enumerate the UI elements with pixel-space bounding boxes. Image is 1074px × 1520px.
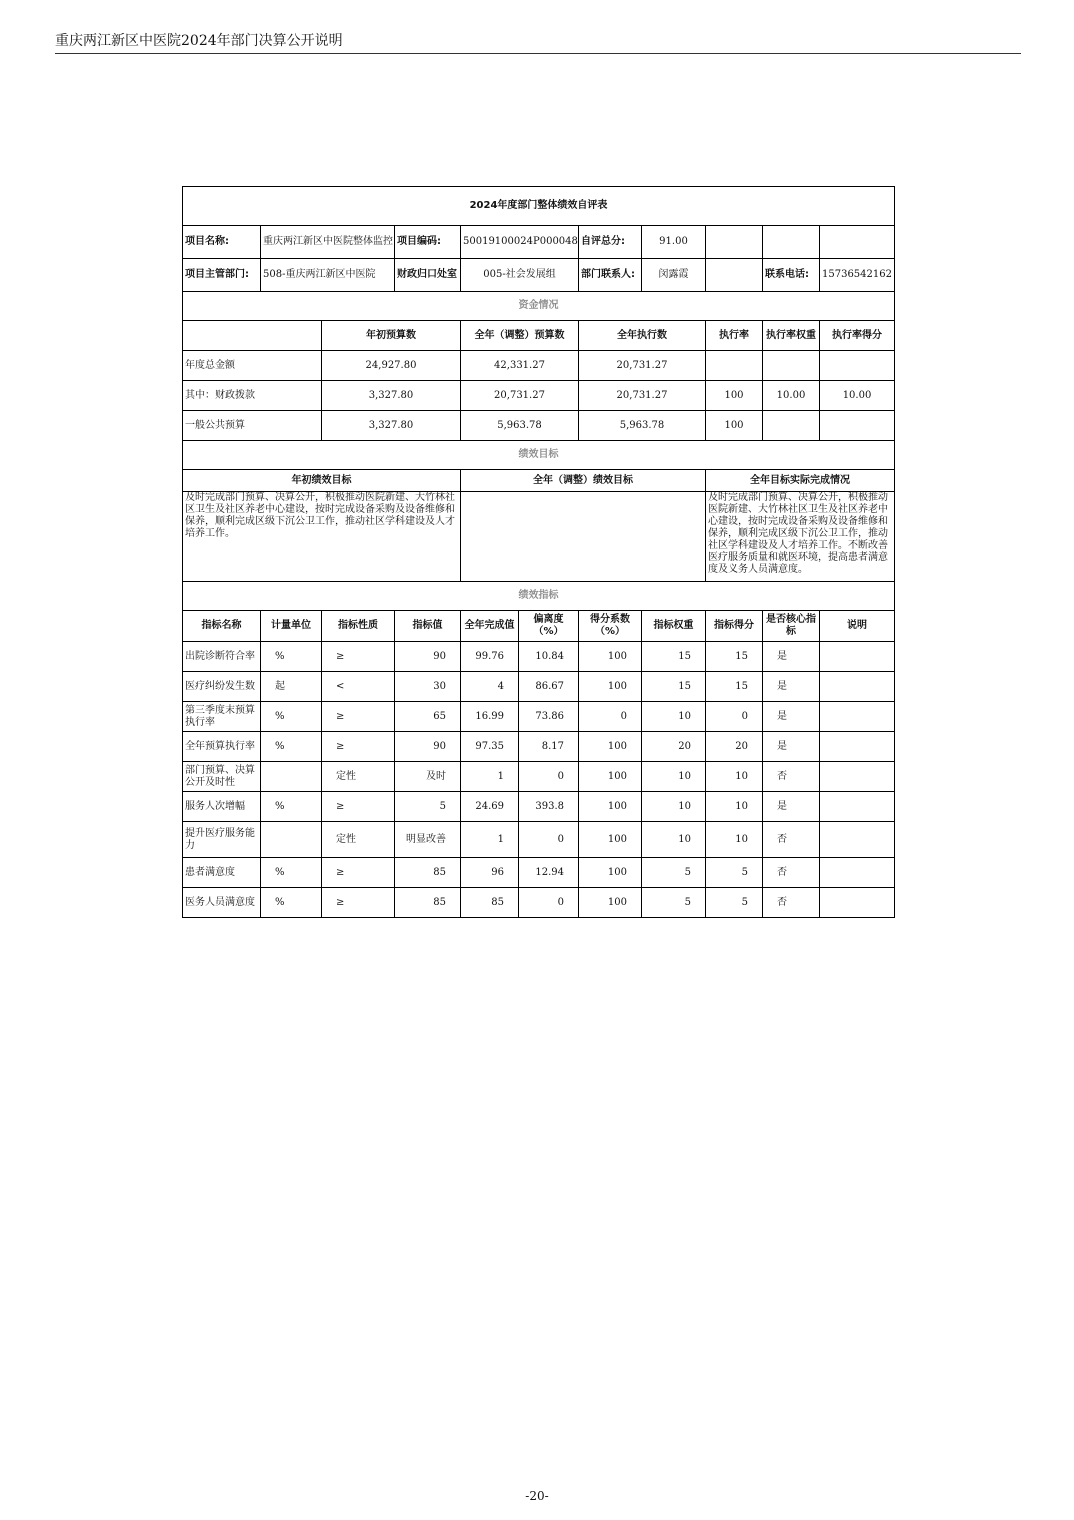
score-label: 自评总分: (579, 226, 642, 259)
indicator-weight: 15 (642, 672, 706, 702)
indicator-score: 5 (706, 888, 763, 918)
indicator-score: 5 (706, 858, 763, 888)
indicator-nature: ≥ (322, 888, 395, 918)
header-divider (55, 53, 1021, 54)
indicator-row (183, 858, 895, 888)
indicator-unit: % (261, 702, 322, 732)
dept: 508-重庆两江新区中医院 (261, 259, 395, 292)
funds-rate: 100 (706, 411, 763, 441)
indicator-row (183, 732, 895, 762)
indicator-header: 偏离度（%） (519, 611, 579, 642)
indicator-unit: % (261, 888, 322, 918)
project-code: 50019100024P000048 (461, 226, 579, 259)
indicator-core: 否 (763, 858, 820, 888)
indicator-nature: ≥ (322, 642, 395, 672)
indicator-row (183, 642, 895, 672)
funds-row-label: 其中：财政拨款 (183, 381, 322, 411)
indicator-coef: 0 (579, 702, 642, 732)
funds-executed: 20,731.27 (579, 381, 706, 411)
finance-office: 005-社会发展组 (461, 259, 579, 292)
indicator-target: 明显改善 (395, 822, 461, 858)
indicator-weight: 10 (642, 762, 706, 792)
indicator-deviation: 10.84 (519, 642, 579, 672)
indicator-coef: 100 (579, 642, 642, 672)
indicator-deviation: 0 (519, 822, 579, 858)
funds-section-title: 资金情况 (183, 292, 895, 321)
indicator-unit: 起 (261, 672, 322, 702)
contact-label: 部门联系人: (579, 259, 642, 292)
funds-score (820, 411, 895, 441)
funds-score (820, 351, 895, 381)
funds-weight (763, 411, 820, 441)
indicator-nature: ≥ (322, 732, 395, 762)
indicator-actual: 4 (461, 672, 519, 702)
funds-row (183, 411, 895, 441)
indicator-header: 得分系数（%） (579, 611, 642, 642)
indicator-core: 是 (763, 792, 820, 822)
indicator-weight: 5 (642, 858, 706, 888)
indicator-nature: ≥ (322, 792, 395, 822)
indicator-core: 是 (763, 702, 820, 732)
indicator-actual: 97.35 (461, 732, 519, 762)
funds-header-executed: 全年执行数 (579, 321, 706, 351)
goals-section-title: 绩效目标 (183, 441, 895, 470)
indicator-score: 15 (706, 642, 763, 672)
page-header: 重庆两江新区中医院2024年部门决算公开说明 (55, 33, 343, 49)
indicator-weight: 5 (642, 888, 706, 918)
funds-executed: 5,963.78 (579, 411, 706, 441)
indicator-weight: 10 (642, 702, 706, 732)
indicator-name: 全年预算执行率 (183, 732, 261, 762)
indicator-header: 指标得分 (706, 611, 763, 642)
funds-rate: 100 (706, 381, 763, 411)
indicator-header: 说明 (820, 611, 895, 642)
indicator-deviation: 73.86 (519, 702, 579, 732)
phone-number: 15736542162 (820, 259, 895, 292)
indicator-unit: % (261, 792, 322, 822)
indicator-row (183, 792, 895, 822)
indicator-weight: 20 (642, 732, 706, 762)
dept-label: 项目主管部门: (183, 259, 261, 292)
indicator-unit: % (261, 732, 322, 762)
indicator-score: 20 (706, 732, 763, 762)
indicator-header: 指标名称 (183, 611, 261, 642)
goals-header-actual: 全年目标实际完成情况 (706, 470, 895, 492)
indicator-unit: % (261, 642, 322, 672)
indicator-target: 85 (395, 888, 461, 918)
indicator-row (183, 702, 895, 732)
indicator-core: 是 (763, 642, 820, 672)
funds-adjusted: 42,331.27 (461, 351, 579, 381)
indicator-unit (261, 822, 322, 858)
empty-cell (763, 226, 820, 259)
empty-cell (706, 259, 763, 292)
funds-weight: 10.00 (763, 381, 820, 411)
indicator-header: 是否核心指标 (763, 611, 820, 642)
empty-cell (183, 321, 322, 351)
indicator-nature: 定性 (322, 822, 395, 858)
indicator-weight: 10 (642, 822, 706, 858)
indicator-actual: 99.76 (461, 642, 519, 672)
goals-header-initial: 年初绩效目标 (183, 470, 461, 492)
indicator-name: 医务人员满意度 (183, 888, 261, 918)
page-number: -20- (525, 1489, 549, 1503)
indicator-row (183, 672, 895, 702)
funds-row (183, 351, 895, 381)
indicator-score: 0 (706, 702, 763, 732)
funds-rate (706, 351, 763, 381)
indicator-name: 医疗纠纷发生数 (183, 672, 261, 702)
indicator-target: 85 (395, 858, 461, 888)
funds-header-adjusted: 全年（调整）预算数 (461, 321, 579, 351)
indicator-coef: 100 (579, 762, 642, 792)
indicator-core: 是 (763, 732, 820, 762)
indicator-core: 否 (763, 888, 820, 918)
indicator-actual: 1 (461, 762, 519, 792)
indicator-note (820, 702, 895, 732)
indicator-actual: 24.69 (461, 792, 519, 822)
indicator-note (820, 672, 895, 702)
indicator-score: 10 (706, 822, 763, 858)
indicator-coef: 100 (579, 672, 642, 702)
indicator-score: 10 (706, 762, 763, 792)
performance-table (182, 186, 895, 918)
indicator-header: 指标性质 (322, 611, 395, 642)
indicator-actual: 85 (461, 888, 519, 918)
finance-label: 财政归口处室 (395, 259, 461, 292)
indicator-name: 患者满意度 (183, 858, 261, 888)
funds-row (183, 381, 895, 411)
indicator-note (820, 792, 895, 822)
indicator-header: 指标权重 (642, 611, 706, 642)
indicator-note (820, 642, 895, 672)
indicator-nature: ≥ (322, 858, 395, 888)
indicator-actual: 16.99 (461, 702, 519, 732)
indicator-name: 第三季度末预算执行率 (183, 702, 261, 732)
goals-initial-text: 及时完成部门预算、决算公开，积极推动医院新建、大竹林社区卫生及社区养老中心建设，按时完成设备采购及设备维修和保养，顺利完成区级下沉公卫工作，推动社区学科建设及人才培养工作。 (183, 492, 461, 582)
indicator-header: 全年完成值 (461, 611, 519, 642)
indicator-deviation: 0 (519, 762, 579, 792)
indicator-deviation: 8.17 (519, 732, 579, 762)
indicator-row (183, 822, 895, 858)
indicator-target: 5 (395, 792, 461, 822)
indicator-actual: 1 (461, 822, 519, 858)
funds-executed: 20,731.27 (579, 351, 706, 381)
project-code-label: 项目编码: (395, 226, 461, 259)
project-name-label: 项目名称: (183, 226, 261, 259)
funds-header-rate: 执行率 (706, 321, 763, 351)
table-title: 2024年度部门整体绩效自评表 (183, 187, 895, 226)
indicator-core: 是 (763, 672, 820, 702)
indicator-coef: 100 (579, 792, 642, 822)
indicator-score: 10 (706, 792, 763, 822)
indicator-weight: 10 (642, 792, 706, 822)
indicator-deviation: 0 (519, 888, 579, 918)
contact-person: 闵露霞 (642, 259, 706, 292)
indicator-target: 90 (395, 732, 461, 762)
funds-adjusted: 5,963.78 (461, 411, 579, 441)
indicator-coef: 100 (579, 732, 642, 762)
indicator-note (820, 858, 895, 888)
indicator-target: 65 (395, 702, 461, 732)
indicator-name: 服务人次增幅 (183, 792, 261, 822)
indicator-score: 15 (706, 672, 763, 702)
indicator-deviation: 393.8 (519, 792, 579, 822)
funds-initial: 24,927.80 (322, 351, 461, 381)
indicator-nature: ≥ (322, 702, 395, 732)
indicator-target: 及时 (395, 762, 461, 792)
indicator-target: 30 (395, 672, 461, 702)
indicator-note (820, 762, 895, 792)
funds-header-initial: 年初预算数 (322, 321, 461, 351)
project-name: 重庆两江新区中医院整体监控 (261, 226, 395, 259)
funds-initial: 3,327.80 (322, 411, 461, 441)
funds-adjusted: 20,731.27 (461, 381, 579, 411)
empty-cell (706, 226, 763, 259)
funds-score: 10.00 (820, 381, 895, 411)
indicator-unit (261, 762, 322, 792)
indicator-row (183, 888, 895, 918)
indicator-target: 90 (395, 642, 461, 672)
indicator-nature: < (322, 672, 395, 702)
phone-label: 联系电话: (763, 259, 820, 292)
indicator-unit: % (261, 858, 322, 888)
indicator-header: 计量单位 (261, 611, 322, 642)
indicator-note (820, 732, 895, 762)
indicator-row (183, 762, 895, 792)
empty-cell (820, 226, 895, 259)
indicator-header: 指标值 (395, 611, 461, 642)
indicator-coef: 100 (579, 858, 642, 888)
funds-weight (763, 351, 820, 381)
indicator-name: 部门预算、决算公开及时性 (183, 762, 261, 792)
funds-initial: 3,327.80 (322, 381, 461, 411)
indicators-section-title: 绩效指标 (183, 582, 895, 611)
indicator-name: 出院诊断符合率 (183, 642, 261, 672)
indicator-note (820, 888, 895, 918)
funds-row-label: 年度总金额 (183, 351, 322, 381)
funds-header-score: 执行率得分 (820, 321, 895, 351)
indicator-actual: 96 (461, 858, 519, 888)
indicator-nature: 定性 (322, 762, 395, 792)
indicator-coef: 100 (579, 888, 642, 918)
goals-actual-text: 及时完成部门预算、决算公开，积极推动医院新建、大竹林社区卫生及社区养老中心建设，按时完成设备采购及设备维修和保养，顺利完成区级下沉公卫工作，推动社区学科建设及人才培养工作。不断改善医疗服务质量和就医环境，提高患者满意度及义务人员满意度。 (706, 492, 895, 582)
funds-row-label: 一般公共预算 (183, 411, 322, 441)
funds-header-weight: 执行率权重 (763, 321, 820, 351)
self-score: 91.00 (642, 226, 706, 259)
indicator-deviation: 86.67 (519, 672, 579, 702)
indicator-deviation: 12.94 (519, 858, 579, 888)
indicator-name: 提升医疗服务能力 (183, 822, 261, 858)
indicator-core: 否 (763, 822, 820, 858)
goals-adjusted-text (461, 492, 706, 582)
indicator-weight: 15 (642, 642, 706, 672)
indicator-note (820, 822, 895, 858)
indicator-coef: 100 (579, 822, 642, 858)
goals-header-adjusted: 全年（调整）绩效目标 (461, 470, 706, 492)
indicator-core: 否 (763, 762, 820, 792)
